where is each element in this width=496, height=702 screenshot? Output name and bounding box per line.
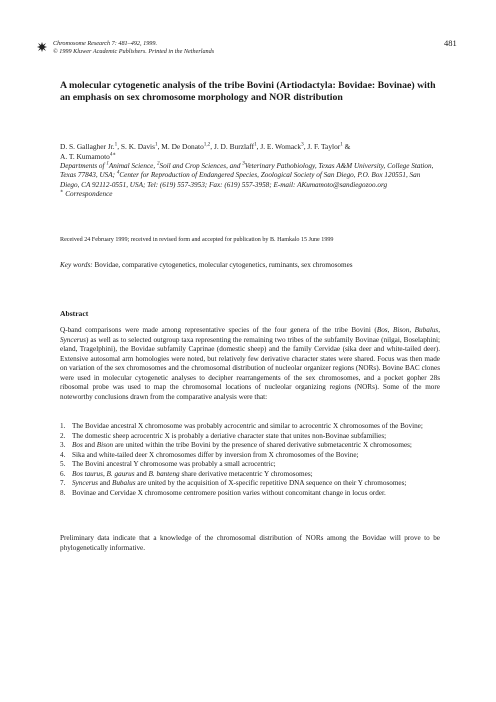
affil-2-mark: 2 [156, 161, 160, 167]
list-text: and [82, 441, 97, 449]
list-number: 3. [60, 441, 66, 449]
list-number: 7. [60, 479, 66, 487]
author-7: A. T. Kumamoto [60, 151, 110, 161]
correspondence-label: Correspondence [65, 190, 113, 199]
list-text: are united by the acquisition of X-specific repetitive DNA sequence on their Y chromosomes; [135, 479, 407, 487]
author-1: D. S. Gallagher Jr. [60, 142, 115, 151]
list-text: share derivative metacentric Y chromosomes; [179, 469, 313, 478]
abstract-conclusion: Preliminary data indicate that a knowledge of the chromosomal distribution of NORs among the Bovidae will prove to be phylogenetically informative. [60, 534, 440, 552]
correspondence-mark: ∗ [60, 189, 64, 195]
list-italic: B. gaurus [106, 469, 135, 478]
affil-3: Veterinary Pathobiology, Texas A&M University, College Station, Texas 77843, USA; [60, 162, 434, 180]
journal-line-2: © 1999 Kluwer Academic Publishers. Printed in the Netherlands [53, 47, 215, 55]
author-6-affil: 1 [340, 141, 343, 148]
list-italic: B. banteng [148, 469, 180, 478]
list-italic: Syncerus [72, 479, 98, 487]
genus-syncerus: Syncerus [60, 335, 86, 344]
list-item [60, 432, 440, 442]
affil-4-mark: 4 [116, 171, 120, 177]
conclusions-list [60, 422, 440, 498]
list-italic: Bison [96, 441, 114, 449]
journal-citation [53, 40, 313, 55]
abstract-text-a: Q-band comparisons were made among representative species of the four genera of the tribe Bovini ( [60, 326, 377, 334]
paper-title: A molecular cytogenetic analysis of the tribe Bovini (Artiodactyla: Bovidae: Bovinae) with an emphasis on sex chromosome morphology and NOR distribution [60, 80, 436, 104]
keywords [60, 261, 440, 270]
list-text: The domestic sheep acrocentric X is probably a deriative character state that unites non-Bovinae subfamilies; [72, 431, 387, 440]
list-number: 6. [60, 469, 66, 478]
list-item [60, 422, 440, 432]
genus-bubalus: Bubalus [414, 326, 439, 334]
list-text: Sika and white-tailed deer X chromosomes differ by inversion from X chromosomes of the Bovine; [72, 450, 359, 459]
list-text: and [134, 469, 149, 478]
affil-prefix: Departments of [60, 162, 105, 170]
list-number: 4. [60, 450, 66, 459]
list-item [60, 479, 440, 489]
author-5: J. E. Womack [260, 142, 302, 151]
author-7-affil: 4∗ [109, 151, 116, 158]
author-1-affil: 1 [114, 141, 118, 148]
affil-3-mark: 3 [242, 161, 245, 167]
genus-bos: Bos [376, 326, 388, 334]
list-text: and [97, 479, 112, 487]
list-item [60, 489, 440, 499]
affiliations [60, 162, 440, 200]
abstract-paragraph: Q-band comparisons were made among representative species of the four genera of the tribe Bovini (Bos, Bison, Bubalus, Syncerus) as well as to selected outgroup taxa representing the remaining two tribes of the subfamily Bovinae (nilgai, Boselaphini; eland, Tragelphini), the Bovidae subfamily Caprinae (domestic sheep) and the family Cervidae (sika deer and white-tailed deer). Extensive autosomal arm homologies were noted, but relatively few derivative character states were shared. Focus was then made on variation of the sex chromosomes and the chromosomal distribution of nucleolar organizer regions (NORs). Bovine BAC clones were used in molecular cytogenetic analyses to decipher rearrangements of the sex chromosomes, and a pocket gopher 28s ribosomal probe was used to map the chromosomal locations of nucleolar organizing regions (NORs). Some of the more noteworthy conclusions drawn from the comparative analysis were that: [60, 326, 441, 401]
page-number: 481 [444, 38, 457, 48]
list-italic: Bos [72, 441, 83, 449]
author-2: S. K. Davis [120, 142, 155, 151]
list-number: 2. [60, 431, 66, 440]
received-dates: Received 24 February 1999; received in revised form and accepted for publication by B. Hamkalo 15 June 1999 [60, 237, 334, 243]
author-list: D. S. Gallagher Jr.$^1$, S. K. Davis$^1$, M. De Donato$^{1,2}$, J. D. Burzlaff$^1$, J. E. Womack$^3$, J. F. Taylor$^1$ & A. T. Kumamoto$^{4∗}$ [60, 141, 351, 161]
list-text: Bovinae and Cervidae X chromosome centromere position varies without concomitant change in locus order. [72, 488, 386, 497]
list-item [60, 470, 440, 480]
list-number: 8. [60, 488, 66, 497]
list-italic: Bos taurus [72, 469, 103, 478]
list-number: 1. [60, 422, 66, 430]
author-2-affil: 1 [155, 141, 158, 148]
genus-bison: Bison [392, 326, 410, 334]
list-item [60, 451, 440, 461]
list-text: The Bovini ancestral Y chromosome was probably a small acrocentric; [72, 460, 276, 468]
abstract-text-b: ) as well as to selected outgroup taxa representing the remaining two tribes of the subfamily Bovinae (nilgai, Boselaphini; eland, Tragelphini), the Bovidae subfamily Caprinae (domestic sheep) and the family Cervidae (sika deer and white-tailed deer). Extensive autosomal arm homologies were noted, but relatively few derivative character states were shared. Focus was then made on variation of the sex chromosomes and the chromosomal distribution of nucleolar organizer regions (NORs). Bovine BAC clones were used in molecular cytogenetic analyses to decipher rearrangements of the sex chromosomes, and a pocket gopher 28s ribosomal probe was used to map the chromosomal locations of nucleolar organizing regions (NORs). Some of the more noteworthy conclusions drawn from the comparative analysis were that: [60, 335, 440, 401]
list-text: , [102, 469, 107, 478]
publisher-logo-icon [36, 41, 48, 53]
keywords-text: Bovidae, comparative cytogenetics, molecular cytogenetics, ruminants, sex chromosomes [94, 261, 353, 269]
list-item [60, 441, 440, 451]
list-text: are united within the tribe Bovini by the presence of shared derivative submetacentric X chromosomes; [113, 441, 412, 449]
author-5-affil: 3 [301, 141, 304, 148]
list-text: The Bovidae ancestral X chromosome was probably acrocentric and similar to acrocentric X chromosomes of the Bovine; [72, 422, 423, 430]
affil-2: Soil and Crop Sciences, and [159, 162, 241, 170]
keywords-label: Key words: [60, 261, 93, 269]
list-item [60, 460, 440, 470]
author-4: J. D. Burzlaff [213, 142, 255, 151]
journal-line-1: Chromosome Research 7: 481–492, 1999. [53, 40, 158, 47]
author-6: J. F. Taylor [307, 142, 341, 151]
affil-1: Animal Science, [108, 162, 156, 170]
affil-4: Center for Reproduction of Endangered Species, Zoological Society of San Diego, P.O. Box 120551, San Diego, CA 92112-0551, USA; Tel: (619) 557-3953; Fax: (619) 557-3958; E-mail: AKumamoto@sandiegozoo.org [60, 171, 421, 189]
affil-1-mark: 1 [106, 161, 109, 167]
abstract-heading: Abstract [60, 309, 89, 318]
author-3-affil: 1,2 [203, 141, 211, 148]
author-4-affil: 1 [254, 141, 257, 148]
list-number: 5. [60, 460, 66, 468]
author-3: M. De Donato [161, 142, 204, 151]
list-italic: Bubalus [111, 479, 136, 487]
